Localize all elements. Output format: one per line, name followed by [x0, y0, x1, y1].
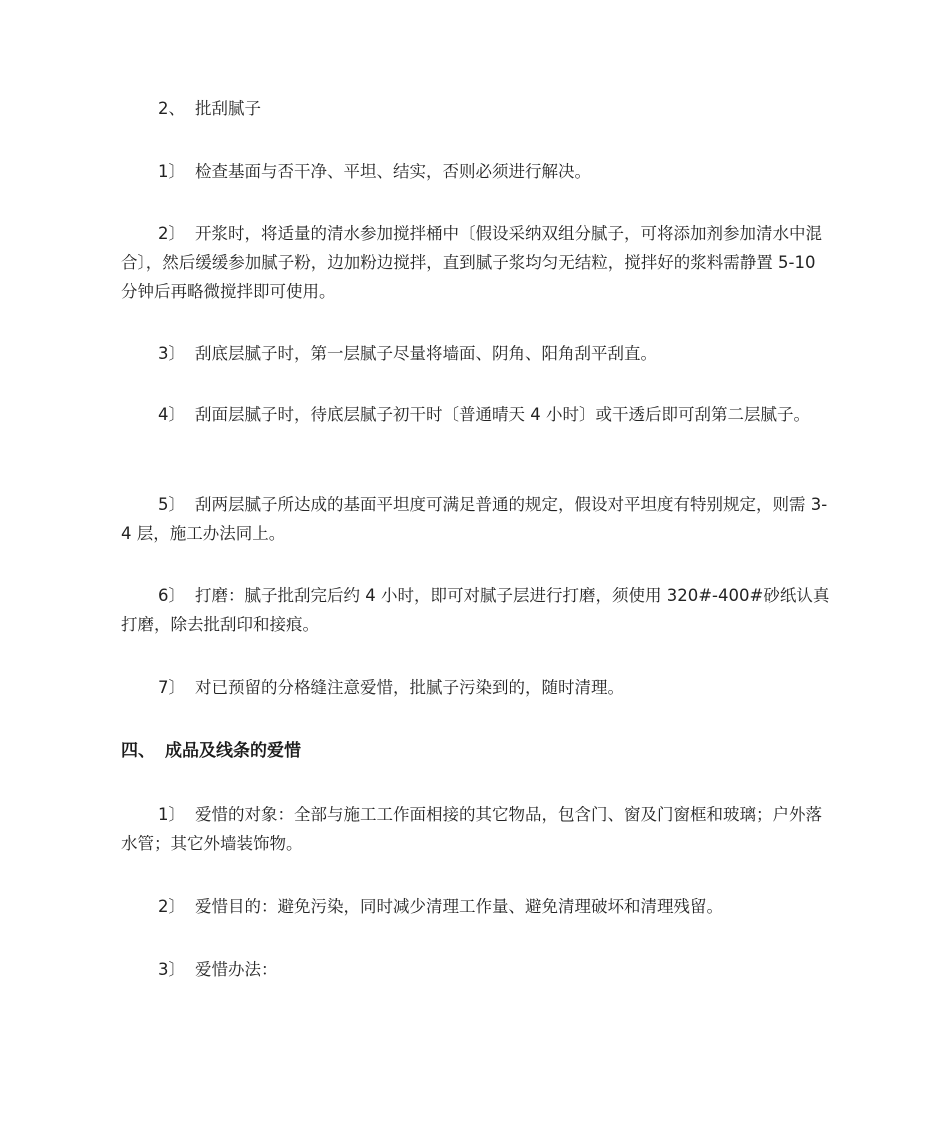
paragraph: [121, 400, 833, 429]
paragraph: [121, 673, 833, 702]
paragraph-text: 爱惜办法：: [195, 960, 278, 979]
subsection-title: [121, 94, 833, 123]
heading-number: 四、: [121, 741, 155, 761]
paragraph: [121, 157, 833, 186]
paragraph-number: 4〕: [158, 405, 185, 424]
paragraph: [121, 581, 833, 639]
subsection-text: 批刮腻子: [195, 99, 261, 118]
paragraph-number: 2〕: [158, 224, 185, 243]
paragraph-number: 2〕: [158, 897, 185, 916]
paragraph-text: 刮两层腻子所达成的基面平坦度可满足普通的规定，假设对平坦度有特别规定，则需 3-4 层，施工办法同上。: [121, 495, 828, 543]
paragraph: [121, 339, 833, 368]
paragraph-text: 爱惜的对象：全部与施工工作面相接的其它物品，包含门、窗及门窗框和玻璃；户外落水管；其它外墙装饰物。: [121, 805, 822, 853]
section-heading: [121, 737, 833, 766]
paragraph-text: 开浆时，将适量的清水参加搅拌桶中〔假设采纳双组分腻子，可将添加剂参加清水中混合〕，然后缓缓参加腻子粉，边加粉边搅拌，直到腻子浆均匀无结粒，搅拌好的浆料需静置 5-10 分钟后再略微搅拌即可使用。: [121, 224, 822, 301]
paragraph-number: 3〕: [158, 344, 185, 363]
subsection-number: 2、: [158, 99, 185, 118]
paragraph: [121, 892, 833, 921]
paragraph: [121, 800, 833, 858]
paragraph-text: 对已预留的分格缝注意爱惜，批腻子污染到的，随时清理。: [195, 678, 624, 697]
paragraph: [121, 955, 833, 984]
paragraph-number: 6〕: [158, 586, 185, 605]
paragraph: [121, 219, 833, 306]
paragraph: [121, 490, 833, 548]
paragraph-text: 爱惜目的：避免污染，同时减少清理工作量、避免清理破坏和清理残留。: [195, 897, 723, 916]
paragraph-number: 5〕: [158, 495, 185, 514]
paragraph-text: 刮底层腻子时，第一层腻子尽量将墙面、阴角、阳角刮平刮直。: [195, 344, 657, 363]
paragraph-number: 1〕: [158, 805, 185, 824]
paragraph-text: 检查基面与否干净、平坦、结实，否则必须进行解决。: [195, 162, 591, 181]
paragraph-number: 1〕: [158, 162, 185, 181]
paragraph-text: 打磨：腻子批刮完后约 4 小时，即可对腻子层进行打磨，须使用 320#-400#砂纸认真打磨，除去批刮印和接痕。: [121, 586, 830, 634]
paragraph-number: 7〕: [158, 678, 185, 697]
paragraph-text: 刮面层腻子时，待底层腻子初干时〔普通晴天 4 小时〕或干透后即可刮第二层腻子。: [195, 405, 810, 424]
heading-text: 成品及线条的爱惜: [165, 741, 301, 761]
paragraph-number: 3〕: [158, 960, 185, 979]
